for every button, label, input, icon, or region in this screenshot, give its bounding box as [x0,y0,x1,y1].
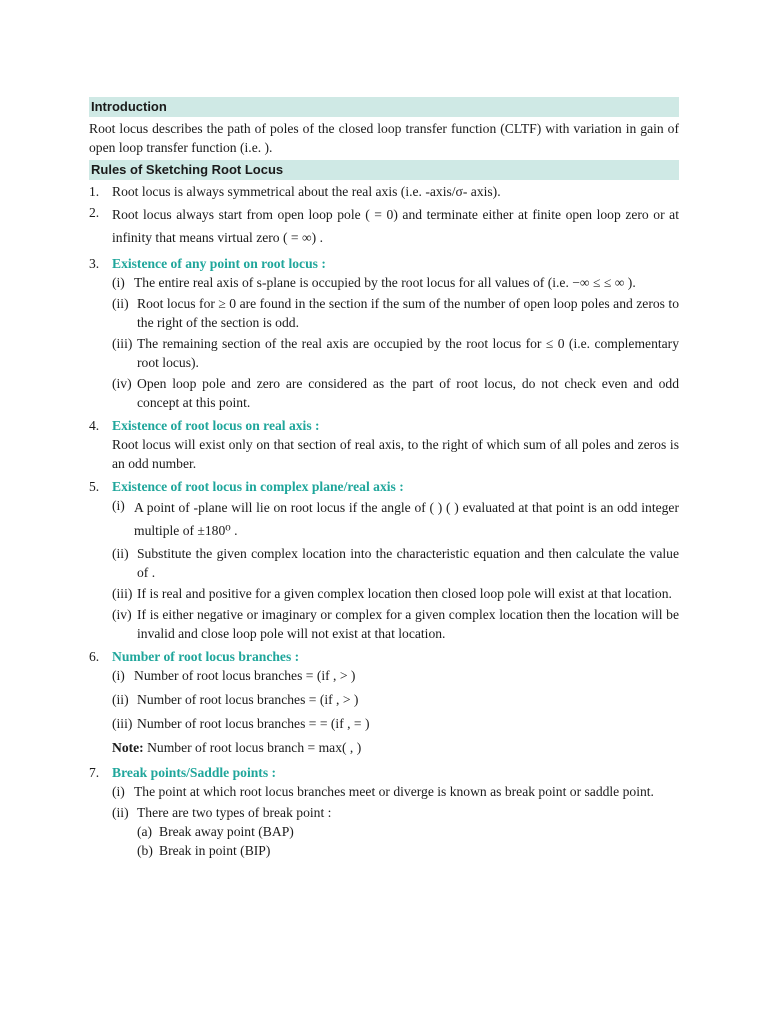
rule-body [112,477,679,645]
rule-1 [89,182,679,201]
sub-sub-label: (b) [137,843,153,858]
rule-sub-item [112,605,679,643]
rule-heading: Break points/Saddle points : [112,765,277,780]
sub-sub-label: (a) [137,824,153,839]
rule-heading: Number of root locus branches : [112,649,300,664]
rule-3 [89,254,679,414]
sub-text: There are two types of break point : [137,805,332,820]
sub-label: (iv) [112,607,132,622]
sub-label: (i) [112,668,125,683]
rule-heading: Existence of root locus in complex plane/real axis : [112,479,404,494]
sub-label: (iii) [112,586,133,601]
rule-body [112,647,679,761]
sub-text: The entire real axis of s-plane is occupied by the root locus for all values of (i.e. −∞ ≤ ≤ ∞ ). [134,275,636,290]
rule-sub-item [112,273,679,292]
rule-sub-item [112,714,679,733]
rule-sub-item [112,544,679,582]
rule-body [112,763,679,862]
rule-number: 7. [89,765,100,780]
rule-text: Root locus always start from open loop pole ( = 0) and terminate either at finite open loop zero or at infinity that means virtual zero ( = ∞) . [112,207,679,245]
sub-label: (i) [112,275,125,290]
sub-text: Substitute the given complex location into the characteristic equation and then calculate the value of . [137,546,679,580]
sub-text: Number of root locus branches = (if , > ) [137,692,359,707]
sub-text: Root locus for ≥ 0 are found in the section if the sum of the number of open loop poles and zeros to the right of the section is odd. [137,296,679,330]
rules-heading: Rules of Sketching Root Locus [89,160,679,180]
rule-number: 4. [89,418,100,433]
sub-label: (ii) [112,692,129,707]
sub-text: The remaining section of the real axis are occupied by the root locus for ≤ 0 (i.e. complementary root locus). [137,336,679,370]
sub-sub-item [137,822,679,841]
introduction-text: Root locus describes the path of poles of the closed loop transfer function (CLTF) with variation in gain of open loop transfer function (i.e. ). [89,121,679,155]
sub-text: Number of root locus branches = (if , > ) [134,668,356,683]
rule-body [112,416,679,475]
sub-label: (ii) [112,805,129,820]
sub-sub-text: Break away point (BAP) [159,824,294,839]
sub-label: (iii) [112,716,133,731]
sub-label: (iii) [112,336,133,351]
rule-sub-item [112,782,679,801]
sub-text: Number of root locus branches = = (if , = ) [137,716,370,731]
rule-number: 1. [89,184,100,199]
rule-sub-item [112,666,679,685]
sub-text: If is either negative or imaginary or complex for a given complex location then the location will be invalid and close loop pole will not exist at that location. [137,607,679,641]
rule-sub-item [112,496,679,542]
rule-text: Root locus will exist only on that section of real axis, to the right of which sum of all poles and zeros is an odd number. [112,437,679,471]
sub-label: (iv) [112,376,132,391]
rule-heading: Existence of any point on root locus : [112,256,326,271]
rule-sub-item [112,294,679,332]
rule-6 [89,647,679,761]
sub-body [137,803,679,860]
rule-5 [89,477,679,645]
rule-sub-item [112,374,679,412]
rule-number: 5. [89,479,100,494]
sub-text: Open loop pole and zero are considered as the part of root locus, do not check even and odd concept at this point. [137,376,679,410]
rule-4 [89,416,679,475]
rule-body [112,254,679,414]
rule-number: 2. [89,205,100,220]
sub-sub-text: Break in point (BIP) [159,843,271,858]
rule-7 [89,763,679,862]
rule-2 [89,203,679,249]
rule-sub-item [112,584,679,603]
rule-sub-item [112,690,679,709]
rule-sub-item [112,803,679,860]
sub-label: (ii) [112,546,129,561]
sub-sub-item [137,841,679,860]
sub-text: If is real and positive for a given complex location then closed loop pole will exist at that location. [137,586,672,601]
note-label: Note: [112,740,144,755]
sub-label: (i) [112,498,125,513]
rule-number: 3. [89,256,100,271]
sub-label: (i) [112,784,125,799]
rule-text: Root locus is always symmetrical about the real axis (i.e. -axis/σ- axis). [112,184,501,199]
rule-number: 6. [89,649,100,664]
introduction-heading: Introduction [89,97,679,117]
rule-sub-item [112,334,679,372]
sub-text: A point of -plane will lie on root locus if the angle of ( ) ( ) evaluated at that point is an odd integer multiple of ±180⁰ . [134,500,679,538]
rule-heading: Existence of root locus on real axis : [112,418,320,433]
sub-text: The point at which root locus branches meet or diverge is known as break point or saddle point. [134,784,654,799]
note-text: Number of root locus branch = max( , ) [143,740,362,755]
note [112,738,679,757]
sub-label: (ii) [112,296,129,311]
